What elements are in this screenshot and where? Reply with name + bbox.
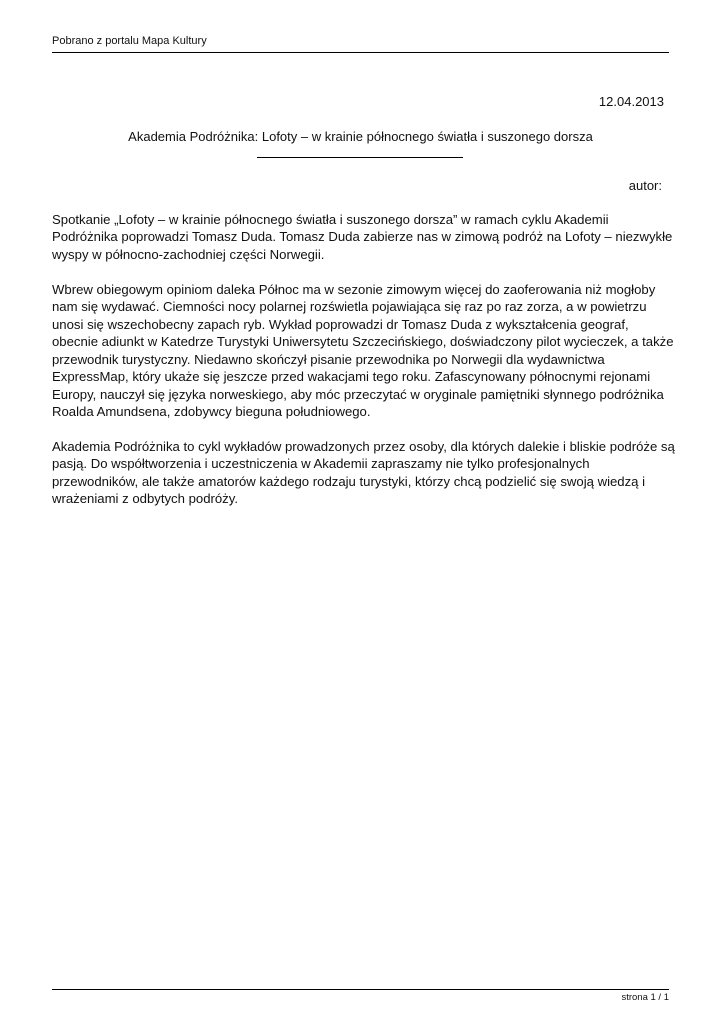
document-date: 12.04.2013 bbox=[598, 94, 664, 109]
page-header bbox=[52, 34, 669, 53]
page-number: strona 1 / 1 bbox=[621, 992, 669, 1003]
body-paragraph: Akademia Podróżnika to cykl wykładów prowadzonych przez osoby, dla których dalekie i bliskie podróże są pasją. Do współtworzenia i uczestniczenia w Akademii zapraszamy nie tylko profesjonalnych przewodników, ale także amatorów każdego rodzaju turystyki, którzy chcą podzielić się swoją wiedzą i wrażeniami z odbytych podróży. bbox=[52, 438, 675, 507]
source-label: Pobrano z portalu Mapa Kultury bbox=[52, 35, 207, 47]
title-divider bbox=[257, 157, 463, 158]
document-body bbox=[52, 211, 677, 525]
body-paragraph: Spotkanie „Lofoty – w krainie północnego światła i suszonego dorsza” w ramach cyklu Akademii Podróżnika poprowadzi Tomasz Duda. Tomasz Duda zabierze nas w zimową podróż na Lofoty – niezwykłe wyspy w północno-zachodniej części Norwegii. bbox=[52, 212, 673, 262]
document-title: Akademia Podróżnika: Lofoty – w krainie północnego światła i suszonego dorsza bbox=[128, 129, 593, 144]
page-footer bbox=[52, 989, 669, 1003]
author-label: autor: bbox=[628, 178, 662, 193]
body-paragraph: Wbrew obiegowym opiniom daleka Północ ma w sezonie zimowym więcej do zaoferowania niż mogłoby nam się wydawać. Ciemności nocy polarnej rozświetla pojawiająca się raz po raz zorza, a w powietrzu unosi się wszechobecny zapach ryb. Wykład poprowadzi dr Tomasz Duda z wykształcenia geograf, obecnie adiunkt w Katedrze Turystyki Uniwersytetu Szczecińskiego, doświadczony pilot wycieczek, a także przewodnik turystyczny. Niedawno skończył pisanie przewodnika po Norwegii dla wydawnictwa ExpressMap, który ukaże się jeszcze przed wakacjami tego roku. Zafascynowany północnymi rejonami Europy, nauczył się języka norweskiego, aby móc przeczytać w oryginale pamiętniki słynnego podróżnika Roalda Amundsena, zdobywcy bieguna południowego. bbox=[52, 281, 674, 420]
